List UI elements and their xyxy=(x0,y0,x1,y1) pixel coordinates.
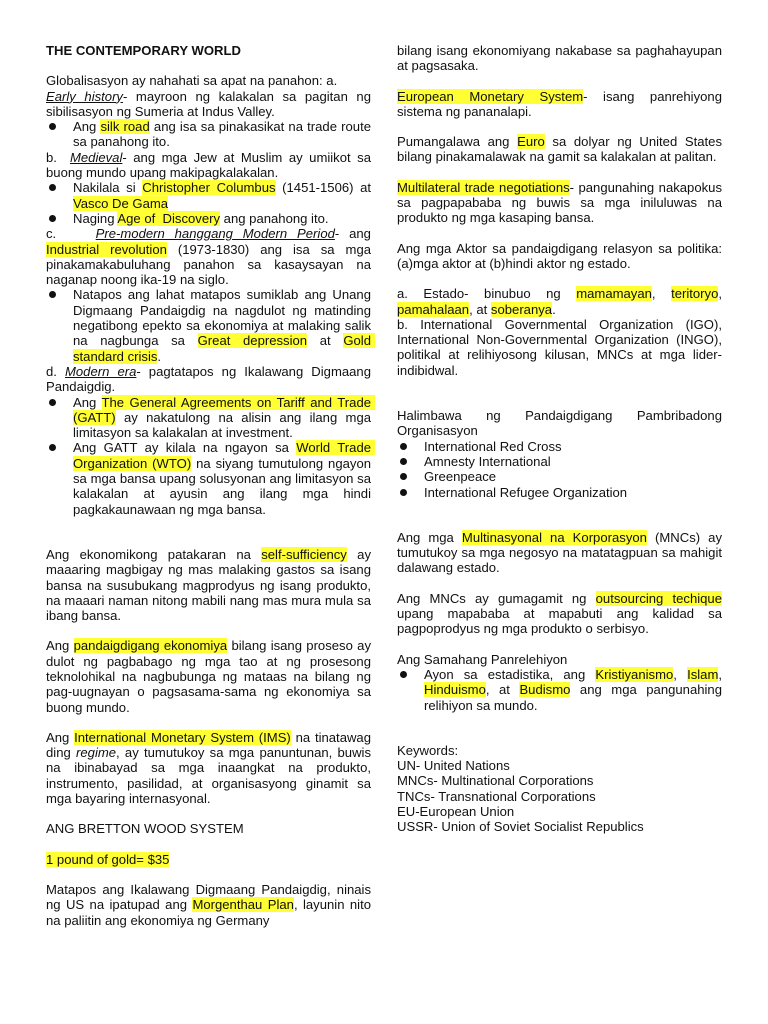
highlight: Euro xyxy=(517,134,545,150)
intro-paragraph: Globalisasyon ay nahahati sa apat na panahon: a. Early history- mayroon ng kalakalan sa pagitan ng sibilisasyon ng Sumeria at Indus Valley. xyxy=(46,73,375,119)
actors-intro-paragraph: Ang mga Aktor sa pandaigdigang relasyon sa politika: (a)mga aktor at (b)hindi aktor ng estado. xyxy=(397,240,726,271)
highlight: Vasco De Gama xyxy=(73,195,169,211)
modern-period-list xyxy=(46,287,375,364)
highlight: Budismo xyxy=(519,682,571,698)
highlight: soberanya xyxy=(490,301,553,317)
highlight: Kristiyanismo xyxy=(595,666,674,682)
highlight: pamahalaan xyxy=(397,301,470,317)
highlight: outsourcing techique xyxy=(595,590,722,606)
bretton-wood-heading: ANG BRETTON WOOD SYSTEM xyxy=(46,821,244,837)
highlight: European Monetary System xyxy=(397,88,584,104)
highlight: Industrial revolution xyxy=(46,241,167,257)
religion-list xyxy=(397,666,726,713)
right-column xyxy=(397,43,726,835)
mnc-paragraph: Ang mga Multinasyonal na Korporasyon (MNCs) ay tumutukoy sa mga negosyo na matatagpuan sa mahigit dalawang estado. xyxy=(397,529,726,576)
keyword-item: EU-European Union xyxy=(397,803,515,819)
list-item: Nakilala si Christopher Columbus (1451-1506) at Vasco De Gama xyxy=(46,180,371,211)
orgs-intro-paragraph: Halimbawa ng Pandaigdigang Pambribadong Organisasyon xyxy=(397,408,726,439)
highlight: teritoryo xyxy=(671,286,719,302)
global-economy-paragraph: Ang pandaigdigang ekonomiya bilang isang proseso ay dulot ng pagbabago ng mga tao at ng prosesong teknolohikal na nagbubunga ng mataas na bilang ng pag-uugnayan o pagsasama-sama ng ekonomiya sa buong mundo. xyxy=(46,638,375,715)
left-column xyxy=(46,43,375,928)
organizations-list xyxy=(397,439,722,500)
modern-era-list xyxy=(46,394,375,517)
keywords-heading: Keywords: xyxy=(397,742,459,758)
self-sufficiency-paragraph: Ang ekonomikong patakaran na self-sufficiency ay maaaring magbigay ng mas malaking gastos sa isang bansa na susubukang magprodyus ng isang produkto, na maaari naman nitong mabili nang mas mura mula sa ibang bansa. xyxy=(46,546,375,624)
highlight: silk road xyxy=(100,119,150,135)
list-item: International Red Cross xyxy=(397,439,722,454)
non-state-actors-paragraph: b. International Governmental Organization (IGO), International Non-Governmental Organization (INGO), politikal at relihiyosong kilusan, MNCs at mga lider-indibidwal. xyxy=(397,316,726,378)
morgenthau-paragraph: Matapos ang Ikalawang Digmaang Pandaigdig, ninais ng US na ipatupad ang Morgenthau Plan, layunin nito na paliitin ang ekonomiya ng Germany xyxy=(46,881,375,928)
religion-heading: Ang Samahang Panrelehiyon xyxy=(397,651,568,667)
period-title-pre-modern: Pre-modern hanggang Modern Period xyxy=(95,226,335,242)
highlight: mamamayan xyxy=(576,286,652,302)
medieval-paragraph: b. Medieval- ang mga Jew at Muslim ay umiikot sa buong mundo upang makipagkalakalan. xyxy=(46,149,375,181)
keywords-list xyxy=(397,758,722,834)
period-title-early-history: Early history xyxy=(46,88,123,104)
document-title: THE CONTEMPORARY WORLD xyxy=(46,43,241,58)
keyword-item: MNCs- Multinational Corporations xyxy=(397,773,594,789)
ims-paragraph: Ang International Monetary System (IMS) na tinatawag ding regime, ay tumutukoy sa mga panuntunan, buwis na ibinabayad sa mga inaangkat na produkto, instrumento, pasilidad, at organisasyong ginamit sa mga bayaring internasyonal. xyxy=(46,729,375,807)
keyword-item: UN- United Nations xyxy=(397,758,510,774)
keyword-item: TNCs- Transnational Corporations xyxy=(397,788,596,804)
modern-era-paragraph: d. Modern era- pagtatapos ng Ikalawang Digmaang Pandaigdig. xyxy=(46,363,375,395)
highlight: Islam xyxy=(687,666,719,682)
highlight: pandaigdigang ekonomiya xyxy=(73,638,228,654)
modern-period-paragraph: c. Pre-modern hanggang Modern Period- ang Industrial revolution (1973-1830) ang isa sa mga pinakamakabuluhang panahon sa kasaysayan na naganap noong ika-19 na siglo. xyxy=(46,226,375,288)
highlight: Multilateral trade negotiations xyxy=(397,179,570,195)
highlight: Hinduismo xyxy=(424,682,486,698)
ems-paragraph: European Monetary System- isang panrehiyong sistema ng pananalapi. xyxy=(397,88,726,119)
highlight: Great depression xyxy=(197,333,308,349)
list-item: International Refugee Organization xyxy=(397,485,722,500)
list-item: Amnesty International xyxy=(397,454,722,469)
state-actors-paragraph: a. Estado- binubuo ng mamamayan, teritoryo, pamahalaan, at soberanya. xyxy=(397,286,723,317)
highlight: Gold standard crisis xyxy=(73,333,375,364)
list-item: Greenpeace xyxy=(397,469,722,484)
gold-rate xyxy=(46,852,371,867)
highlight: 1 pound of gold= $35 xyxy=(46,851,170,867)
period-title-medieval: Medieval xyxy=(69,149,123,165)
highlight: World Trade Organization (WTO) xyxy=(73,440,375,471)
highlight: Multinasyonal na Korporasyon xyxy=(461,529,647,545)
keyword-item: USSR- Union of Soviet Socialist Republics xyxy=(397,819,644,835)
list-item: Ayon sa estadistika, ang Kristiyanismo, Islam, Hinduismo, at Budismo ang mga pangunahing relihiyon sa mundo. xyxy=(397,667,722,713)
euro-paragraph: Pumangalawa ang Euro sa dolyar ng United States bilang pinakamalawak na gamit sa kalakalan at palitan. xyxy=(397,134,726,165)
list-item: Ang GATT ay kilala na ngayon sa World Trade Organization (WTO) na siyang tumutulong ngayon sa mga bansa upang solusyonan ang limitasyon sa kalakalan at ayusin ang ilang mga hindi pagkakaunawaan ng mga bansa. xyxy=(46,440,371,516)
highlight: International Monetary System (IMS) xyxy=(74,729,291,745)
list-item: Natapos ang lahat matapos sumiklab ang Unang Digmaang Pandaigdig na nagdulot ng matinding negatibong epekto sa ekonomiya at malaking salik na nagbunga sa Great depression at Gold standard crisis. xyxy=(46,287,371,363)
highlight: Morgenthau Plan xyxy=(192,897,294,913)
early-history-list xyxy=(46,119,375,150)
highlight: The General Agreements on Tariff and Trade (GATT) xyxy=(73,394,375,425)
highlight: Age of Discovery xyxy=(117,210,221,226)
list-item: Naging Age of Discovery ang panahong ito. xyxy=(46,211,371,226)
outsourcing-paragraph: Ang MNCs ay gumagamit ng outsourcing techique upang mapababa at mapabuti ang kalidad sa pagpoprodyus ng mga produkto o serbisyo. xyxy=(397,590,726,637)
period-title-modern-era: Modern era xyxy=(64,363,137,379)
medieval-list xyxy=(46,180,371,226)
list-item: Ang silk road ang isa sa pinakasikat na trade route sa panahong ito. xyxy=(46,119,371,150)
highlight: Christopher Columbus xyxy=(142,180,276,196)
highlight: self-sufficiency xyxy=(261,546,347,562)
continued-paragraph: bilang isang ekonomiyang nakabase sa paghahayupan at pagsasaka. xyxy=(397,43,726,74)
list-item: Ang The General Agreements on Tariff and Trade (GATT) ay nakatulong na alisin ang ilang mga limitasyon sa kalakalan at investment. xyxy=(46,395,371,441)
trade-negotiations-paragraph: Multilateral trade negotiations- pangunahing nakapokus sa pagpapababa ng buwis sa mga iniluluwas na produkto ng mga kasaping bansa. xyxy=(397,179,726,226)
